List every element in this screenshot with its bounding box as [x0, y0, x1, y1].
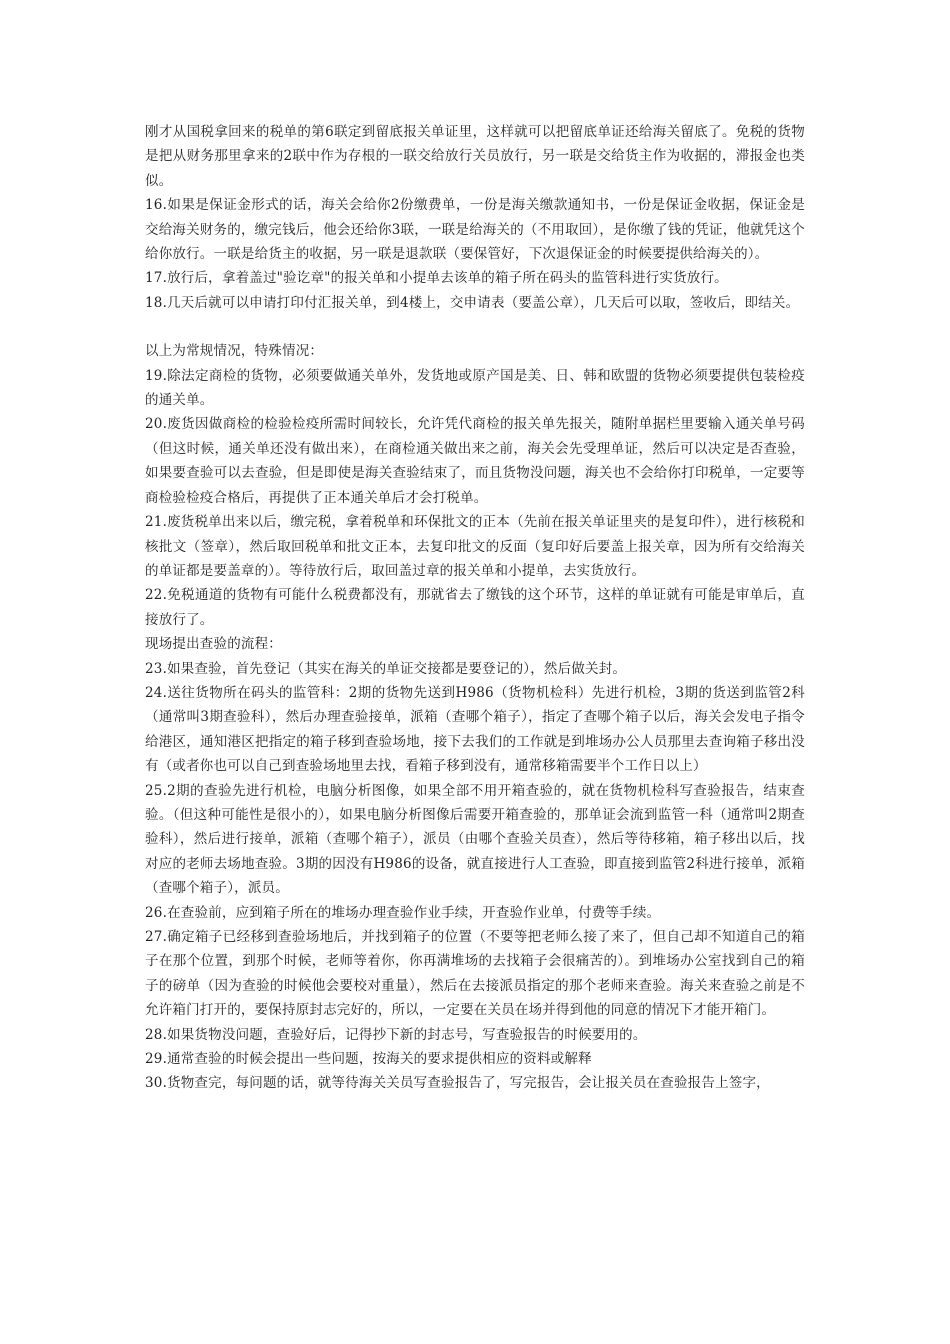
document-body: [145, 120, 805, 1096]
paragraph-24: 24.送往货物所在码头的监管科：2期的货物先送到H986（货物机检科）先进行机检，3期的货送到监管2科（通常叫3期查验科），然后办理查验接单，派箱（查哪个箱子），指定了查哪个箱子以后，海关会发电子指令给港区，通知港区把指定的箱子移到查验场地，接下去我们的工作就是到堆场办公人员那里去查询箱子移出没有（或者你也可以自己到查验场地里去找，看箱子移到没有，通常移箱需要半个工作日以上）: [145, 684, 805, 775]
paragraph-28: 28.如果货物没问题，查验好后，记得抄下新的封志号，写查验报告的时候要用的。: [145, 1026, 647, 1043]
section-heading-inspection-process: 现场提出查验的流程：: [145, 636, 282, 653]
paragraph-17: 17.放行后，拿着盖过"验讫章"的报关单和小提单去该单的箱子所在码头的监管科进行实货放行。: [145, 270, 728, 287]
paragraph-19: 19.除法定商检的货物，必须要做通关单外，发货地或原产国是美、日、韩和欧盟的货物必须要提供包装检疫的通关单。: [145, 367, 805, 409]
paragraph-26: 26.在查验前，应到箱子所在的堆场办理查验作业手续，开查验作业单，付费等手续。: [145, 904, 661, 921]
paragraph-intro: 刚才从国税拿回来的税单的第6联定到留底报关单证里，这样就可以把留底单证还给海关留底了。免税的货物是把从财务那里拿来的2联中作为存根的一联交给放行关员放行，另一联是交给货主作为收据的，滞报金也类似。: [145, 124, 805, 189]
paragraph-22: 22.免税通道的货物有可能什么税费都没有，那就省去了缴钱的这个环节，这样的单证就有可能是审单后，直接放行了。: [145, 587, 805, 628]
paragraph-29: 29.通常查验的时候会提出一些问题，按海关的要求提供相应的资料或解释: [145, 1051, 592, 1068]
paragraph-23: 23.如果查验，首先登记（其实在海关的单证交接都是要登记的），然后做关封。: [145, 660, 627, 677]
section-heading-special-cases: 以上为常规情况，特殊情况：: [145, 343, 324, 360]
paragraph-20: 20.废货因做商检的检验检疫所需时间较长，允许凭代商检的报关单先报关，随附单据栏里要输入通关单号码（但这时候，通关单还没有做出来），在商检通关做出来之前，海关会先受理单证，然后可以决定是否查验，如果要查验可以去查验，但是即使是海关查验结束了，而且货物没问题，海关也不会给你打印税单，一定要等商检验检疫合格后，再提供了正本通关单后才会打税单。: [145, 416, 805, 506]
paragraph-27: 27.确定箱子已经移到查验场地后，并找到箱子的位置（不要等把老师么接了来了，但自己却不知道自己的箱子在那个位置，到那个时候，老师等着你，你再满堆场的去找箱子会很痛苦的）。到堆场办公室找到自己的箱子的磅单（因为查验的时候他会要校对重量），然后在去接派员指定的那个老师来查验。海关来查验之前是不允许箱门打开的，要保持原封志完好的，所以，一定要在关员在场并得到他的同意的情况下才能开箱门。: [145, 929, 805, 1019]
paragraph-25: 25.2期的查验先进行机检，电脑分析图像，如果全部不用开箱查验的，就在货物机检科写查验报告，结束查验。（但这种可能性是很小的），如果电脑分析图像后需要开箱查验的，那单证会流到监管一科（通常叫2期查验科），然后进行接单，派箱（查哪个箱子），派员（由哪个查验关员查），然后等待移箱，箱子移出以后，找对应的老师去场地查验。3期的因没有H986的设备，就直接进行人工查验，即直接到监管2科进行接单，派箱（查哪个箱子），派员。: [145, 782, 805, 897]
paragraph-16: 16.如果是保证金形式的话，海关会给你2份缴费单，一份是海关缴款通知书，一份是保证金收据，保证金是交给海关财务的，缴完钱后，他会还给你3联，一联是给海关的（不用取回），是你缴了钱的凭证，他就凭这个给你放行。一联是给货主的收据，另一联是退款联（要保管好，下次退保证金的时候要提供给海关的）。: [145, 197, 805, 263]
paragraph-21: 21.废货税单出来以后，缴完税，拿着税单和环保批文的正本（先前在报关单证里夹的是复印件），进行核税和核批文（签章），然后取回税单和批文正本，去复印批文的反面（复印好后要盖上报关章，因为所有交给海关的单证都是要盖章的）。等待放行后，取回盖过章的报关单和小提单，去实货放行。: [145, 514, 805, 579]
paragraph-30: 30.货物查完，每问题的话，就等待海关关员写查验报告了，写完报告，会让报关员在查验报告上签字，: [145, 1075, 770, 1092]
paragraph-18: 18.几天后就可以申请打印付汇报关单，到4楼上，交申请表（要盖公章），几天后可以取，签收后，即结关。: [145, 294, 800, 311]
